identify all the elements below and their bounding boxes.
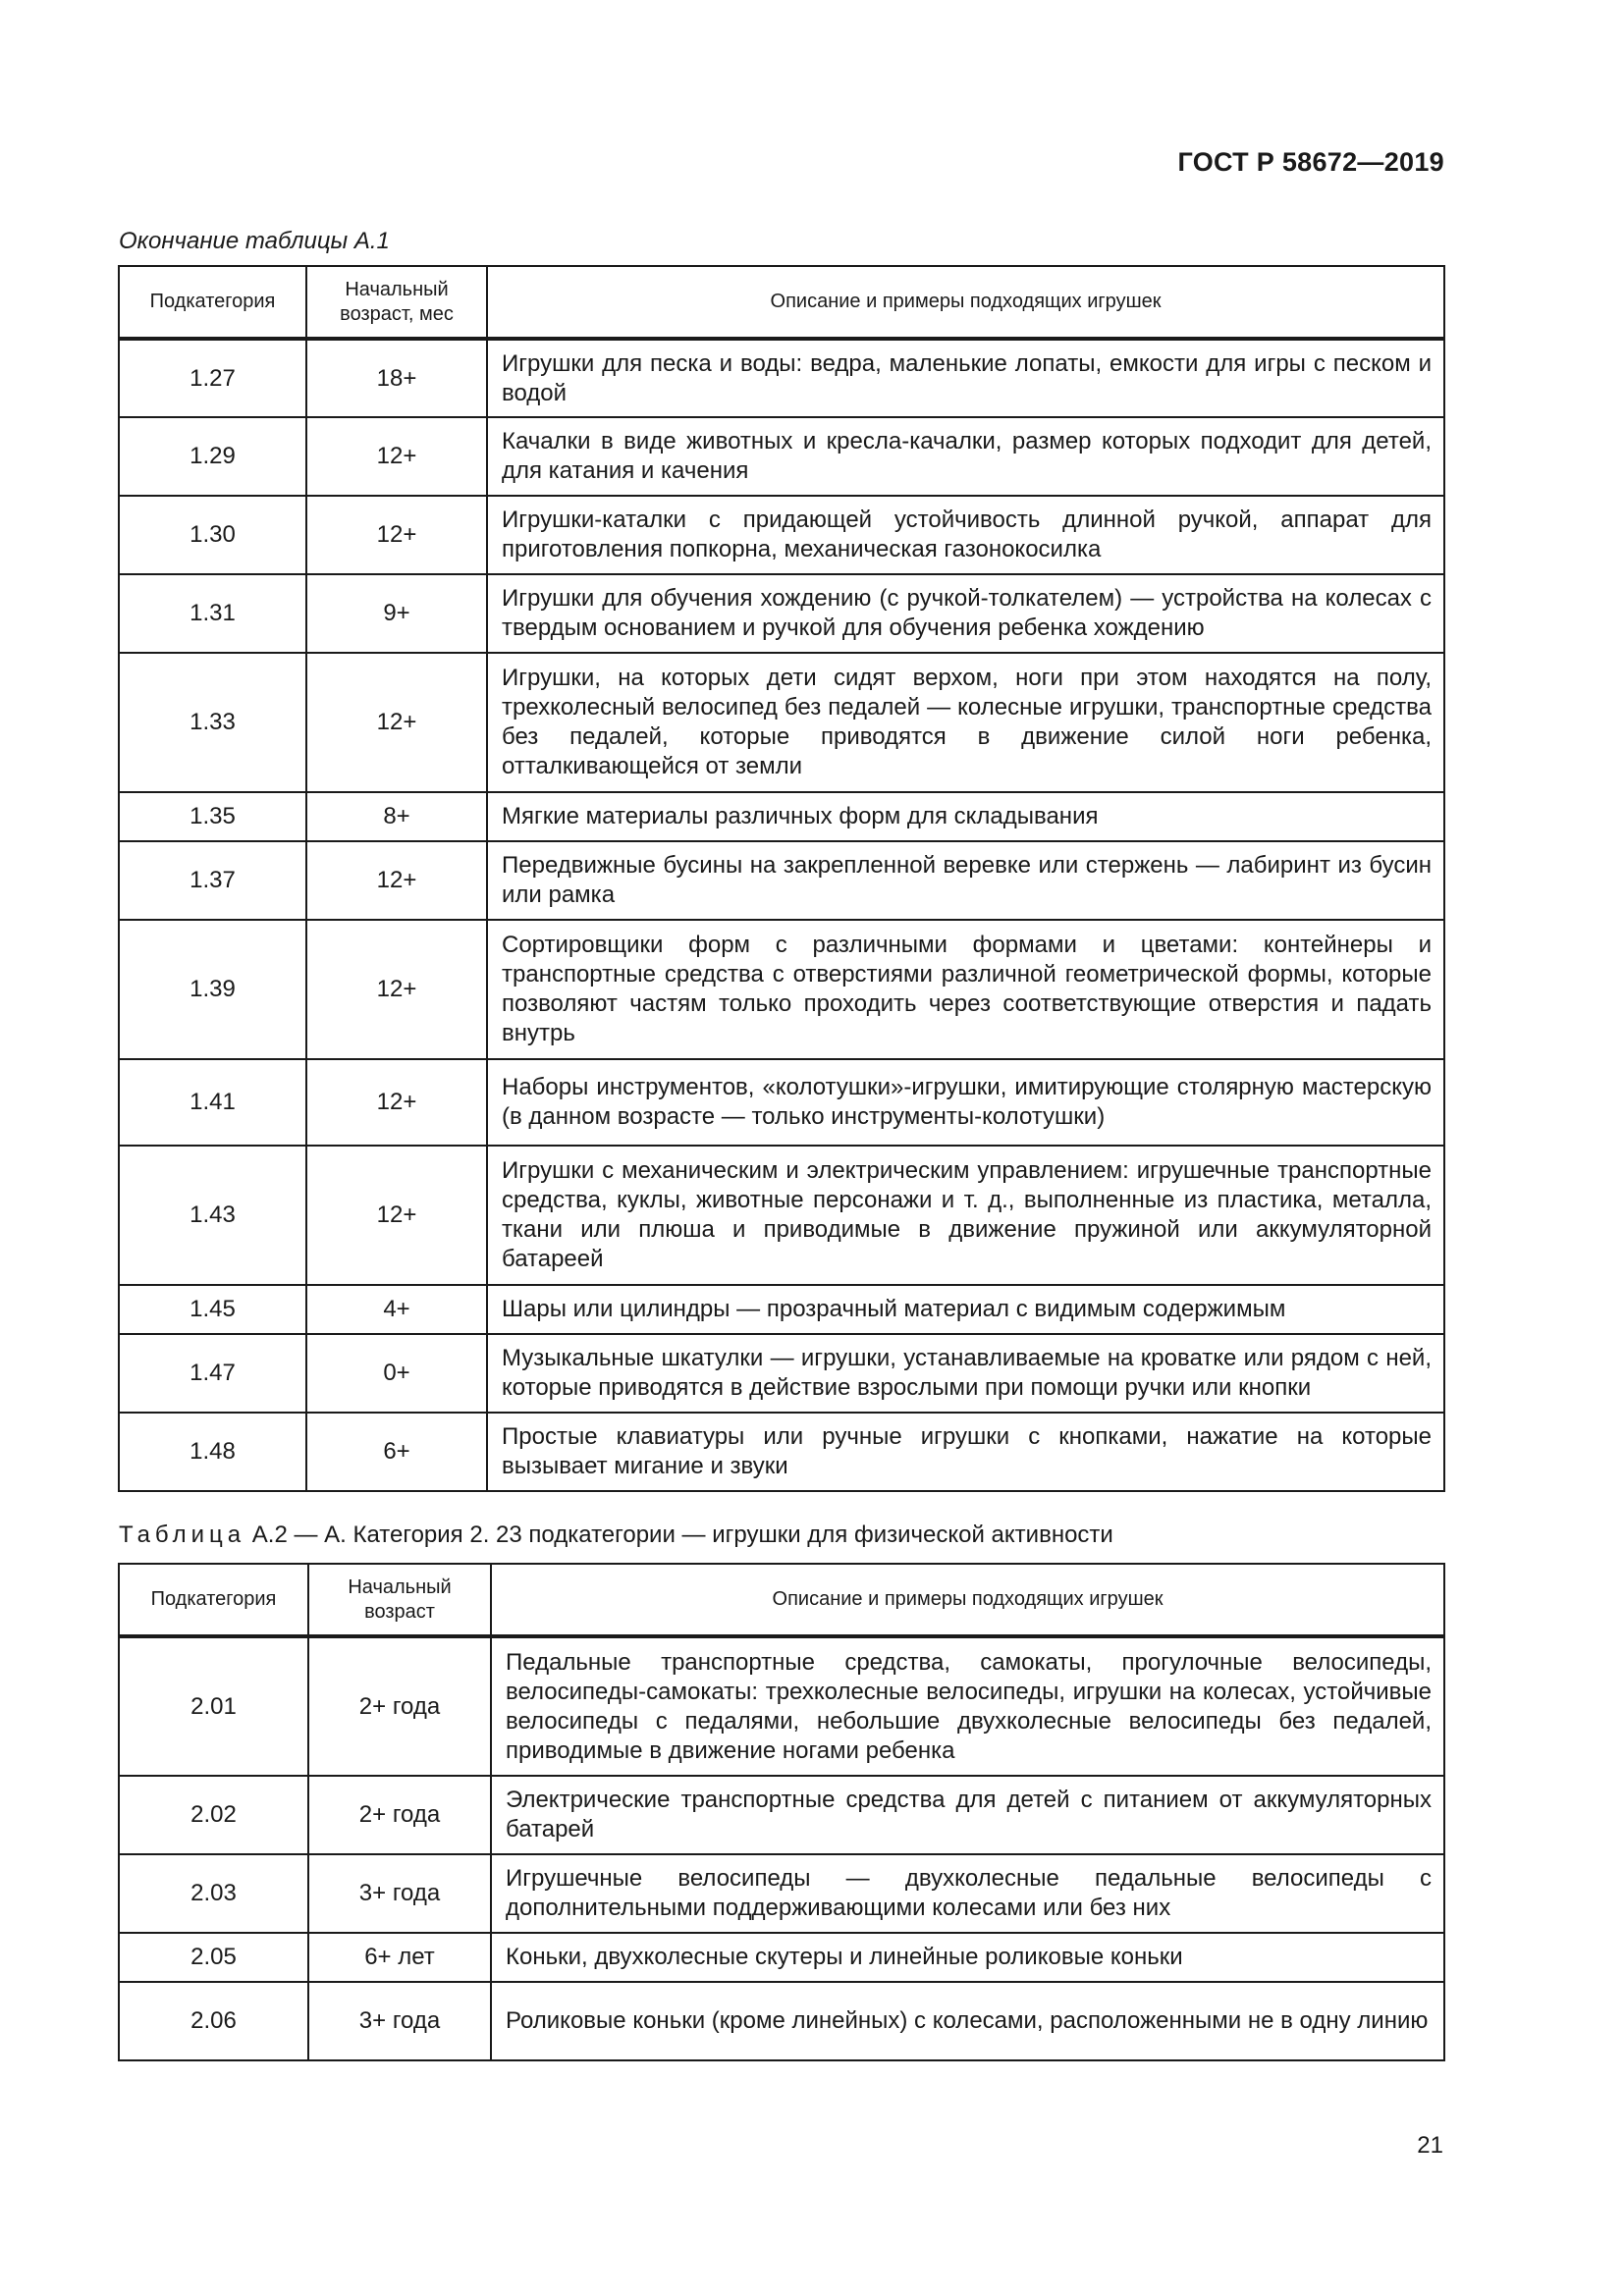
row-age: 6+	[306, 1413, 487, 1491]
row-subcategory: 1.37	[119, 841, 306, 920]
row-age: 6+ лет	[308, 1933, 491, 1982]
row-description: Шары или цилиндры — прозрачный материал с видимым содержимым	[487, 1285, 1444, 1334]
table-row	[119, 1413, 1444, 1491]
row-subcategory: 1.29	[119, 417, 306, 496]
row-age: 12+	[306, 417, 487, 496]
table1-caption: Окончание таблицы А.1	[119, 228, 390, 254]
table2	[118, 1563, 1445, 2061]
header-description: Описание и примеры подходящих игрушек	[491, 1564, 1444, 1636]
row-description: Игрушки-каталки с придающей устойчивость длинной ручкой, аппарат для приготовления попкорна, механическая газонокосилка	[487, 496, 1444, 574]
table2-caption	[119, 1522, 1113, 1549]
table-row	[119, 653, 1444, 792]
row-description: Роликовые коньки (кроме линейных) с колесами, расположенными не в одну линию	[491, 1982, 1444, 2060]
row-description: Мягкие материалы различных форм для складывания	[487, 792, 1444, 841]
header-start-age: Начальный возраст	[308, 1564, 491, 1636]
row-subcategory: 1.47	[119, 1334, 306, 1413]
row-age: 8+	[306, 792, 487, 841]
row-subcategory: 1.48	[119, 1413, 306, 1491]
row-description: Простые клавиатуры или ручные игрушки с кнопками, нажатие на которые вызывает мигание и звуки	[487, 1413, 1444, 1491]
row-subcategory: 1.30	[119, 496, 306, 574]
table-row	[119, 1285, 1444, 1334]
table-row	[119, 1854, 1444, 1933]
table-row	[119, 920, 1444, 1059]
table2-caption-text: А.2 — А. Категория 2. 23 подкатегории — игрушки для физической активности	[251, 1522, 1113, 1548]
table-row	[119, 574, 1444, 653]
page-number: 21	[1417, 2132, 1443, 2159]
row-subcategory: 2.06	[119, 1982, 308, 2060]
table-row	[119, 841, 1444, 920]
row-age: 18+	[306, 339, 487, 417]
table-row	[119, 339, 1444, 417]
table1	[118, 265, 1445, 1492]
row-subcategory: 2.05	[119, 1933, 308, 1982]
header-subcategory: Подкатегория	[119, 1564, 308, 1636]
row-description: Качалки в виде животных и кресла-качалки, размер которых подходит для детей, для катания и качения	[487, 417, 1444, 496]
row-age: 12+	[306, 1146, 487, 1285]
row-age: 12+	[306, 653, 487, 792]
row-subcategory: 1.31	[119, 574, 306, 653]
row-age: 2+ года	[308, 1636, 491, 1776]
table-row	[119, 1059, 1444, 1146]
table-row	[119, 1636, 1444, 1776]
row-subcategory: 1.33	[119, 653, 306, 792]
row-description: Наборы инструментов, «колотушки»-игрушки, имитирующие столярную мастерскую (в данном возрасте — только инструменты-колотушки)	[487, 1059, 1444, 1146]
row-description: Игрушки для обучения хождению (с ручкой-толкателем) — устройства на колесах с твердым основанием и ручкой для обучения ребенка хождению	[487, 574, 1444, 653]
table-row	[119, 1933, 1444, 1982]
table-row	[119, 496, 1444, 574]
table-row	[119, 1146, 1444, 1285]
row-description: Игрушки для песка и воды: ведра, маленькие лопаты, емкости для игры с песком и водой	[487, 339, 1444, 417]
row-age: 12+	[306, 1059, 487, 1146]
row-subcategory: 1.45	[119, 1285, 306, 1334]
row-age: 12+	[306, 920, 487, 1059]
row-description: Педальные транспортные средства, самокаты, прогулочные велосипеды, велосипеды-самокаты: трехколесные велосипеды, игрушки на колесах, устойчивые велосипеды с педалями, небольшие двухколесные велосипеды без педалей, приводимые в движение ногами ребенка	[491, 1636, 1444, 1776]
header-start-age: Начальный возраст, мес	[306, 266, 487, 339]
row-subcategory: 2.02	[119, 1776, 308, 1854]
row-subcategory: 2.03	[119, 1854, 308, 1933]
row-subcategory: 1.39	[119, 920, 306, 1059]
table-row	[119, 1776, 1444, 1854]
table2-header-row	[119, 1564, 1444, 1636]
row-description: Игрушки с механическим и электрическим управлением: игрушечные транспортные средства, куклы, животные персонажи и т. д., выполненные из пластика, металла, ткани или плюша и приводимые в движение пружиной или аккумуляторной батареей	[487, 1146, 1444, 1285]
row-age: 12+	[306, 841, 487, 920]
table-row	[119, 1334, 1444, 1413]
document-id: ГОСТ Р 58672—2019	[1177, 147, 1444, 177]
row-age: 9+	[306, 574, 487, 653]
row-subcategory: 1.41	[119, 1059, 306, 1146]
row-subcategory: 1.27	[119, 339, 306, 417]
row-age: 3+ года	[308, 1982, 491, 2060]
row-age: 12+	[306, 496, 487, 574]
row-age: 4+	[306, 1285, 487, 1334]
row-age: 2+ года	[308, 1776, 491, 1854]
row-age: 0+	[306, 1334, 487, 1413]
table-row	[119, 1982, 1444, 2060]
row-description: Коньки, двухколесные скутеры и линейные роликовые коньки	[491, 1933, 1444, 1982]
row-subcategory: 2.01	[119, 1636, 308, 1776]
table2-caption-label: Таблица	[119, 1522, 246, 1548]
row-description: Электрические транспортные средства для детей с питанием от аккумуляторных батарей	[491, 1776, 1444, 1854]
table1-header-row	[119, 266, 1444, 339]
row-description: Передвижные бусины на закрепленной веревке или стержень — лабиринт из бусин или рамка	[487, 841, 1444, 920]
row-description: Игрушечные велосипеды — двухколесные педальные велосипеды с дополнительными поддерживающими колесами или без них	[491, 1854, 1444, 1933]
row-subcategory: 1.43	[119, 1146, 306, 1285]
row-description: Сортировщики форм с различными формами и цветами: контейнеры и транспортные средства с отверстиями различной геометрической формы, которые позволяют частям только проходить через соответствующие отверстия и падать внутрь	[487, 920, 1444, 1059]
row-description: Игрушки, на которых дети сидят верхом, ноги при этом находятся на полу, трехколесный велосипед без педалей — колесные игрушки, транспортные средства без педалей, которые приводятся в движение силой ноги ребенка, отталкивающейся от земли	[487, 653, 1444, 792]
row-age: 3+ года	[308, 1854, 491, 1933]
table-row	[119, 792, 1444, 841]
header-subcategory: Подкатегория	[119, 266, 306, 339]
table-row	[119, 417, 1444, 496]
row-subcategory: 1.35	[119, 792, 306, 841]
header-description: Описание и примеры подходящих игрушек	[487, 266, 1444, 339]
row-description: Музыкальные шкатулки — игрушки, устанавливаемые на кроватке или рядом с ней, которые приводятся в действие взрослыми при помощи ручки или кнопки	[487, 1334, 1444, 1413]
